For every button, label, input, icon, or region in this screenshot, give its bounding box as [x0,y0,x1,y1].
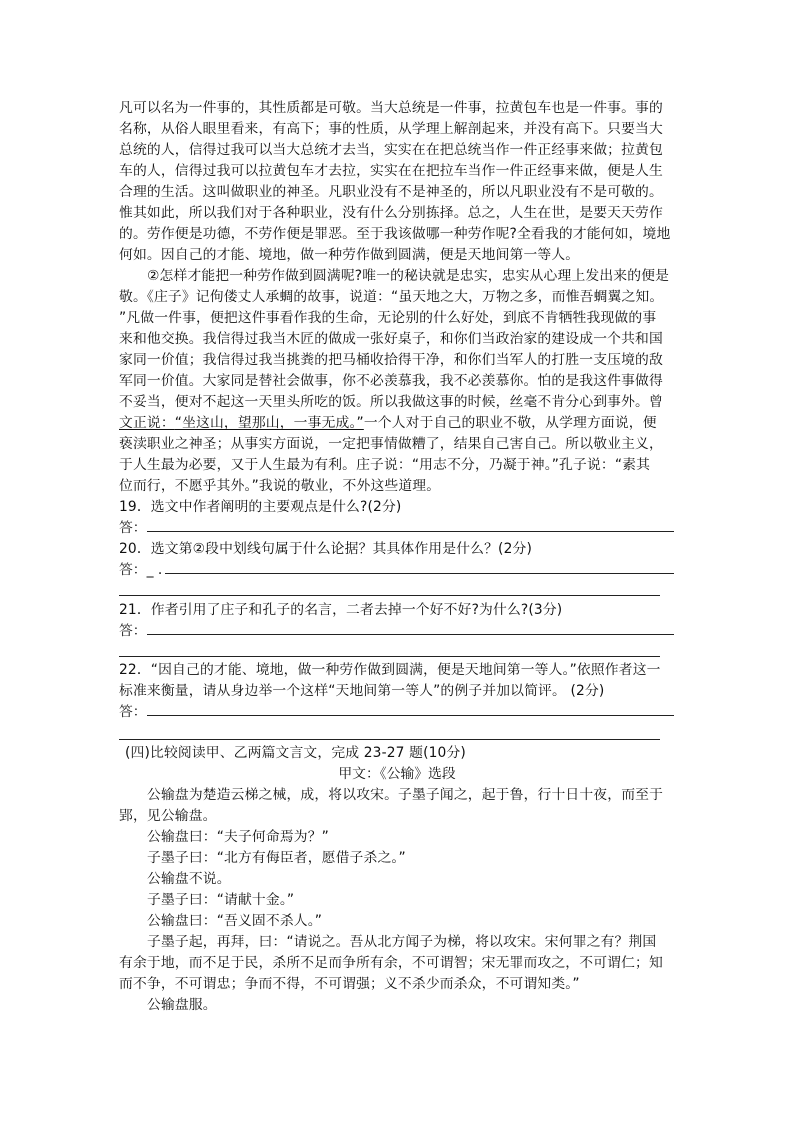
answer-line[interactable] [119,595,660,596]
classical-line: 公输盘不说。 [147,871,231,887]
passage-line: 亵渎职业之神圣；从事实方面说，一定把事情做糟了，结果自己害自己。所以敬业主义， [119,436,663,452]
question-22-cont: 标准来衡量，请从身边举一个这样“天地间第一等人”的例子并加以简评。 (2分) [119,683,605,699]
classical-line: 公输盘服。 [147,997,217,1013]
answer-line[interactable] [119,656,660,657]
passage-line: 家同一价值；我信得过我当挑粪的把马桶收拾得干净，和你们当军人的打胜一支压境的敌 [119,352,663,368]
passage-line: ②怎样才能把一种劳作做到圆满呢?唯一的秘诀就是忠实，忠实从心理上发出来的便是 [147,268,670,284]
answer-label: 答： [119,623,147,639]
passage-line: 不妥当，便对不起这一天里头所吃的饭。所以我做这事的时候，丝毫不肯分心到事外。曾 [119,394,663,410]
passage-line: 何如。因自己的才能、境地，做一种劳作做到圆满，便是天地间第一等人。 [119,247,580,263]
answer-label: 答：_ . [119,562,163,578]
classical-line: 子墨子起，再拜，曰：“请说之。吾从北方闻子为梯，将以攻宋。宋何罪之有？荆国 [147,934,657,950]
answer-line[interactable] [147,531,674,532]
passage-line: 敬。《庄子》记佝偻丈人承蜩的故事，说道：“虽天地之大，万物之多，而惟吾蜩翼之知。 [119,289,664,305]
underlined-quote: “坐这山，望那山，一事无成。” [174,415,364,431]
passage-line: 于人生最为必要，又于人生最为有利。庄子说：“用志不分，乃凝于神。”孔子说：“素其 [119,457,651,473]
classical-line: 公输盘曰：“吾义固不杀人。” [147,913,323,929]
answer-label: 答： [119,704,147,720]
classical-line: 郢，见公输盘。 [119,808,217,824]
answer-line[interactable] [147,634,674,635]
passage-line: 军同一价值。大家同是替社会做事，你不必羡慕我，我不必羡慕你。怕的是我这件事做得 [119,373,663,389]
section-subtitle: 甲文：《公输》选段 [338,766,456,782]
question-20: 20．选文第②段中划线句属于什么论据？其具体作用是什么？(2分) [119,541,532,557]
passage-line: 名称，从俗人眼里看来，有高下；事的性质，从学理上解剖起来，并没有高下。只要当大 [119,121,663,137]
answer-label: 答： [119,520,147,536]
classical-line: 公输盘为楚造云梯之械，成，将以攻宋。子墨子闻之，起于鲁，行十日十夜，而至于 [147,787,664,803]
passage-line: 凡可以名为一件事的，其性质都是可敬。当大总统是一件事，拉黄包车也是一件事。事的 [119,100,663,116]
classical-line: 子墨子曰：“北方有侮臣者，愿借子杀之。” [147,850,406,866]
classical-line: 子墨子曰：“请献十金。” [147,892,295,908]
answer-line[interactable] [147,715,674,716]
underline-prefix: 文正说： [119,415,175,431]
answer-line[interactable] [119,739,660,740]
question-19: 19．选文中作者阐明的主要观点是什么?(2分) [119,499,402,515]
question-22: 22．“因自己的才能、境地，做一种劳作做到圆满，便是天地间第一等人。”依照作者这一 [119,662,661,678]
answer-line[interactable] [165,573,674,574]
passage-line: 总统的人，信得过我可以当大总统才去当，实实在在把总统当作一件正经事来做；拉黄包 [119,142,663,158]
underline-suffix: 一个人对于自己的职业不敬，从学理方面说，便 [363,415,657,431]
passage-line: 惟其如此，所以我们对于各种职业，没有什么分别拣择。总之，人生在世，是要天天劳作 [119,205,663,221]
passage-line: 来和他交换。我信得过我当木匠的做成一张好桌子，和你们当政治家的建设成一个共和国 [119,331,663,347]
passage-line: 车的人，信得过我可以拉黄包车才去拉，实实在在把拉车当作一件正经事来做，便是人生 [119,163,663,179]
passage-line: 位而行，不愿乎其外。”我说的敬业，不外这些道理。 [119,478,441,494]
passage-line: 的。劳作便是功德，不劳作便是罪恶。至于我该做哪一种劳作呢?全看我的才能何如，境地 [119,226,671,242]
passage-line: 合理的生活。这叫做职业的神圣。凡职业没有不是神圣的，所以凡职业没有不是可敬的。 [119,184,663,200]
classical-line: 公输盘曰：“夫子何命焉为？” [147,829,329,845]
section-heading: (四)比较阅读甲、乙两篇文言文，完成 23-27 题(10分) [125,745,466,761]
classical-line: 而不争，不可谓忠；争而不得，不可谓强；义不杀少而杀众，不可谓知类。” [119,976,580,992]
passage-line-underlined [119,413,657,433]
classical-line: 有余于地，而不足于民，杀所不足而争所有余，不可谓智；宋无罪而攻之，不可谓仁；知 [119,955,663,971]
passage-line: ”凡做一件事，便把这件事看作我的生命，无论别的什么好处，到底不肯牺牲我现做的事 [119,310,657,326]
question-21: 21．作者引用了庄子和孔子的名言，二者去掉一个好不好?为什么?(3分) [119,602,563,618]
